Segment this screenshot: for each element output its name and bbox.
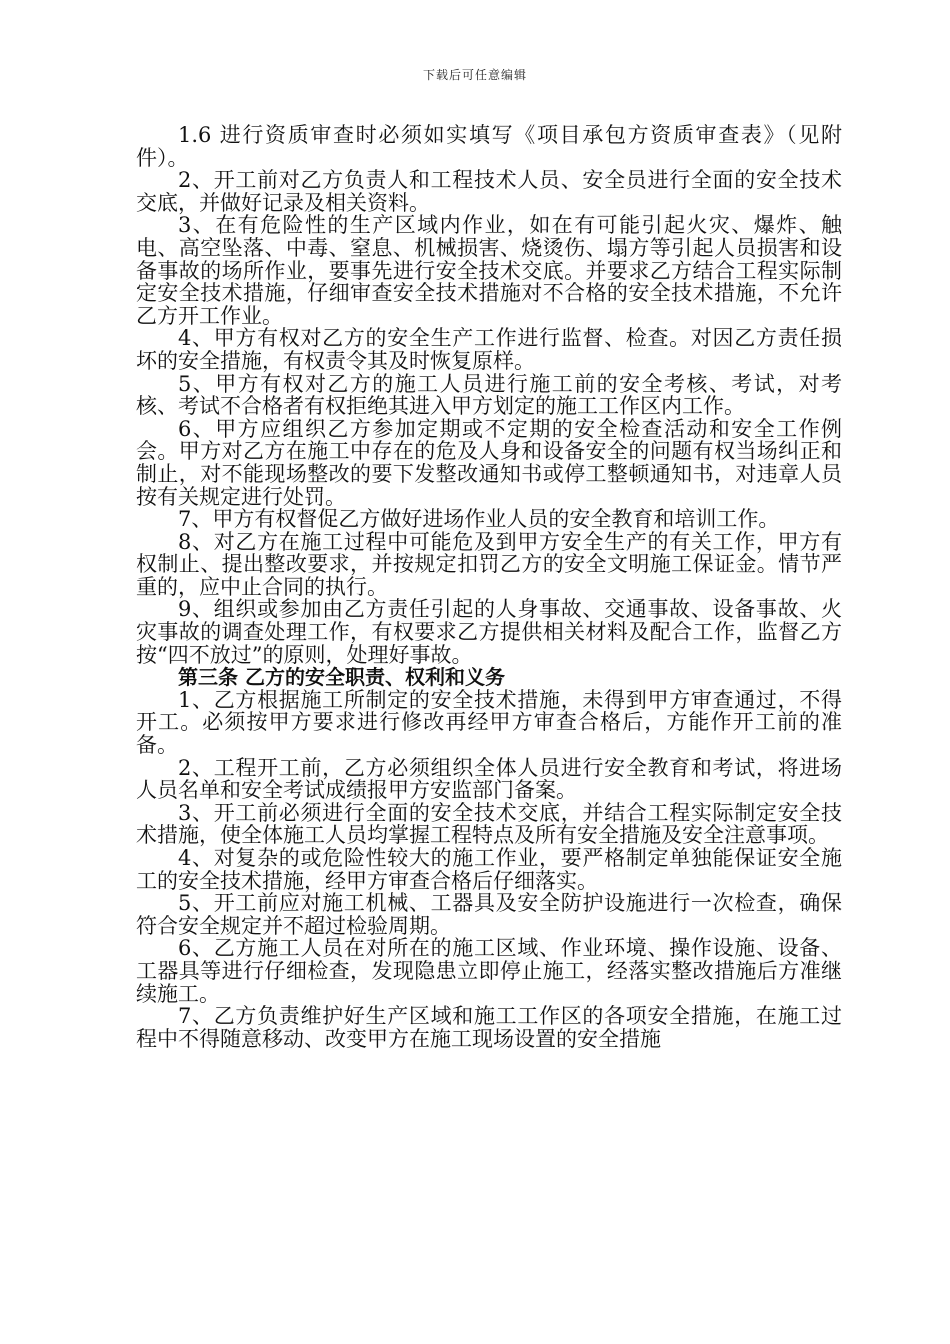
clause-2-item-4: 4、甲方有权对乙方的安全生产工作进行监督、检查。对因乙方责任损坏的安全措施，有权责令其及时恢复原样。 (136, 326, 842, 373)
clause-2-item-2: 2、开工前对乙方负责人和工程技术人员、安全员进行全面的安全技术交底，并做好记录及相关资料。 (136, 168, 842, 215)
clause-2-item-3: 3、在有危险性的生产区域内作业，如在有可能引起火灾、爆炸、触电、高空坠落、中毒、窒息、机械损害、烧烫伤、塌方等引起人员损害和设备事故的场所作业，要事先进行安全技术交底。并要求乙方结合工程实际制定安全技术措施，仔细审查安全技术措施对不合格的安全技术措施，不允许乙方开工作业。 (136, 213, 842, 328)
document-body (136, 124, 842, 1050)
clause-2-item-5: 5、甲方有权对乙方的施工人员进行施工前的安全考核、考试，对考核、考试不合格者有权拒绝其进入甲方划定的施工工作区内工作。 (136, 371, 842, 419)
page-header-note: 下载后可任意编辑 (422, 68, 527, 82)
clause-3-item-1: 1、乙方根据施工所制定的安全技术措施，未得到甲方审查通过，不得开工。必须按甲方要求进行修改再经甲方审查合格后，方能作开工前的准备。 (136, 687, 842, 758)
clause-2-item-9: 9、组织或参加由乙方责任引起的人身事故、交通事故、设备事故、火灾事故的调查处理工作，有权要求乙方提供相关材料及配合工作，监督乙方按“四不放过”的原则，处理好事故。 (136, 597, 842, 667)
clause-2-item-7: 7、甲方有权督促乙方做好进场作业人员的安全教育和培训工作。 (178, 507, 780, 532)
section-3-heading: 第三条 乙方的安全职责、权利和义务 (178, 665, 505, 690)
clause-2-item-1-6: 1.6 进行资质审查时必须如实填写《项目承包方资质审查表》（见附件）。 (136, 123, 842, 170)
clause-3-item-6: 6、乙方施工人员在对所在的施工区域、作业环境、操作设施、设备、工器具等进行仔细检查，发现隐患立即停止施工，经落实整改措施后方准继续施工。 (136, 936, 842, 1006)
clause-2-item-8: 8、对乙方在施工过程中可能危及到甲方安全生产的有关工作，甲方有权制止、提出整改要求，并按规定扣罚乙方的安全文明施工保证金。情节严重的，应中止合同的执行。 (136, 529, 842, 599)
clause-3-item-7: 7、乙方负责维护好生产区域和施工工作区的各项安全措施，在施工过程中不得随意移动、改变甲方在施工现场设置的安全措施 (136, 1004, 842, 1051)
clause-3-item-5: 5、开工前应对施工机械、工器具及安全防护设施进行一次检查，确保符合安全规定并不超过检验周期。 (136, 891, 842, 938)
clause-3-item-4: 4、对复杂的或危险性较大的施工作业，要严格制定单独能保证安全施工的安全技术措施，经甲方审查合格后仔细落实。 (136, 846, 842, 893)
clause-3-item-3: 3、开工前必须进行全面的安全技术交底，并结合工程实际制定安全技术措施，使全体施工人员均掌握工程特点及所有安全措施及安全注意事项。 (136, 800, 842, 848)
clause-2-item-6: 6、甲方应组织乙方参加定期或不定期的安全检查活动和安全工作例会。甲方对乙方在施工中存在的危及人身和设备安全的问题有权当场纠正和制止，对不能现场整改的要下发整改通知书或停工整顿通知书，对违章人员按有关规定进行处罚。 (136, 416, 842, 509)
clause-3-item-2: 2、工程开工前，乙方必须组织全体人员进行安全教育和考试，将进场人员名单和安全考试成绩报甲方安监部门备案。 (136, 755, 842, 803)
